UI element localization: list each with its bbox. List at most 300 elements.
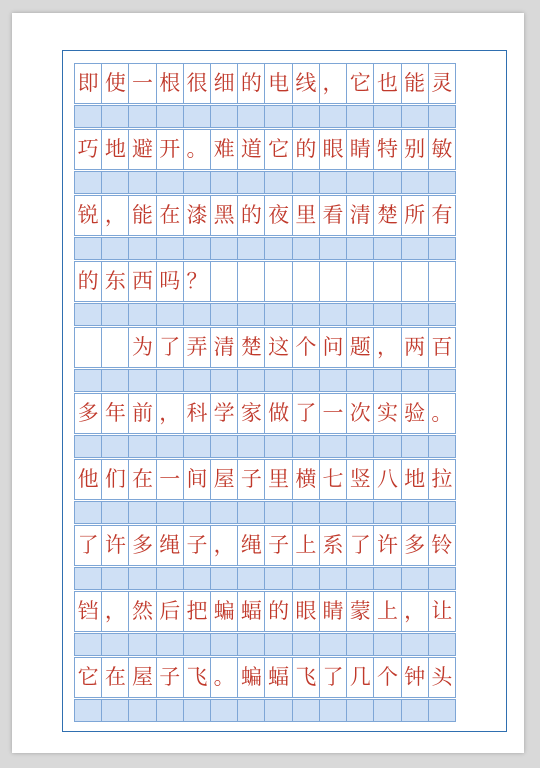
spacer-cell bbox=[402, 436, 429, 458]
char-cell: 根 bbox=[157, 64, 184, 104]
spacer-cell bbox=[265, 106, 292, 128]
spacer-cell bbox=[184, 634, 211, 656]
char-cell: 看 bbox=[320, 196, 347, 236]
char-cell: 的 bbox=[238, 196, 265, 236]
char-cell: 多 bbox=[75, 394, 102, 434]
spacer-cell bbox=[429, 370, 456, 392]
spacer-cell bbox=[157, 700, 184, 722]
spacer-cell bbox=[211, 106, 238, 128]
char-cell: 飞 bbox=[293, 658, 320, 698]
spacer-cell bbox=[102, 238, 129, 260]
spacer-cell bbox=[347, 304, 374, 326]
char-cell: 。 bbox=[184, 130, 211, 170]
char-cell: 清 bbox=[347, 196, 374, 236]
spacer-cell bbox=[238, 568, 265, 590]
char-cell: 个 bbox=[293, 328, 320, 368]
spacer-cell bbox=[211, 502, 238, 524]
char-cell: 个 bbox=[374, 658, 401, 698]
char-cell: 很 bbox=[184, 64, 211, 104]
spacer-cell bbox=[211, 568, 238, 590]
char-cell: ， bbox=[374, 328, 401, 368]
char-cell: 的 bbox=[293, 130, 320, 170]
char-cell bbox=[238, 262, 265, 302]
spacer-row bbox=[74, 435, 456, 458]
spacer-cell bbox=[374, 172, 401, 194]
char-cell bbox=[293, 262, 320, 302]
char-cell: 年 bbox=[102, 394, 129, 434]
spacer-cell bbox=[402, 502, 429, 524]
char-cell: 学 bbox=[211, 394, 238, 434]
spacer-cell bbox=[429, 106, 456, 128]
char-cell: 做 bbox=[265, 394, 292, 434]
char-cell: 避 bbox=[129, 130, 156, 170]
spacer-cell bbox=[102, 436, 129, 458]
char-cell: 所 bbox=[402, 196, 429, 236]
spacer-cell bbox=[102, 106, 129, 128]
char-cell: 眼 bbox=[293, 592, 320, 632]
char-cell: ， bbox=[402, 592, 429, 632]
spacer-cell bbox=[374, 238, 401, 260]
char-cell: 吗 bbox=[157, 262, 184, 302]
spacer-cell bbox=[211, 238, 238, 260]
spacer-row bbox=[74, 633, 456, 656]
spacer-cell bbox=[238, 436, 265, 458]
spacer-cell bbox=[374, 370, 401, 392]
char-cell: 能 bbox=[129, 196, 156, 236]
spacer-cell bbox=[347, 568, 374, 590]
char-cell: 的 bbox=[75, 262, 102, 302]
char-cell: ？ bbox=[184, 262, 211, 302]
spacer-cell bbox=[429, 172, 456, 194]
char-cell: 让 bbox=[429, 592, 456, 632]
spacer-cell bbox=[293, 304, 320, 326]
char-cell: 然 bbox=[129, 592, 156, 632]
spacer-cell bbox=[293, 700, 320, 722]
char-cell bbox=[374, 262, 401, 302]
spacer-cell bbox=[129, 106, 156, 128]
spacer-cell bbox=[402, 106, 429, 128]
spacer-cell bbox=[102, 304, 129, 326]
char-cell: 八 bbox=[374, 460, 401, 500]
spacer-cell bbox=[184, 304, 211, 326]
char-cell: 道 bbox=[238, 130, 265, 170]
spacer-cell bbox=[211, 634, 238, 656]
spacer-cell bbox=[293, 502, 320, 524]
char-cell: 开 bbox=[157, 130, 184, 170]
char-cell: 别 bbox=[402, 130, 429, 170]
spacer-cell bbox=[320, 238, 347, 260]
char-cell: 了 bbox=[293, 394, 320, 434]
char-cell: 前 bbox=[129, 394, 156, 434]
text-line bbox=[74, 327, 456, 368]
text-line bbox=[74, 459, 456, 500]
spacer-cell bbox=[429, 238, 456, 260]
spacer-cell bbox=[102, 700, 129, 722]
char-cell: 竖 bbox=[347, 460, 374, 500]
paper-sheet bbox=[12, 13, 524, 753]
char-cell: 几 bbox=[347, 658, 374, 698]
char-cell: 在 bbox=[129, 460, 156, 500]
spacer-cell bbox=[320, 304, 347, 326]
char-cell bbox=[429, 262, 456, 302]
spacer-cell bbox=[374, 634, 401, 656]
spacer-cell bbox=[265, 172, 292, 194]
text-line bbox=[74, 129, 456, 170]
spacer-cell bbox=[157, 370, 184, 392]
spacer-cell bbox=[238, 172, 265, 194]
spacer-cell bbox=[429, 568, 456, 590]
char-cell: 里 bbox=[293, 196, 320, 236]
char-cell: 一 bbox=[129, 64, 156, 104]
char-cell: 们 bbox=[102, 460, 129, 500]
spacer-cell bbox=[429, 304, 456, 326]
char-cell: 实 bbox=[374, 394, 401, 434]
spacer-cell bbox=[157, 634, 184, 656]
char-cell: 间 bbox=[184, 460, 211, 500]
spacer-cell bbox=[320, 700, 347, 722]
char-cell: 题 bbox=[347, 328, 374, 368]
spacer-cell bbox=[402, 172, 429, 194]
char-cell: 蝠 bbox=[265, 658, 292, 698]
spacer-cell bbox=[157, 172, 184, 194]
spacer-cell bbox=[238, 700, 265, 722]
char-cell: 后 bbox=[157, 592, 184, 632]
char-cell: 蒙 bbox=[347, 592, 374, 632]
spacer-cell bbox=[265, 634, 292, 656]
char-cell: 也 bbox=[374, 64, 401, 104]
char-cell: 的 bbox=[238, 64, 265, 104]
spacer-cell bbox=[320, 370, 347, 392]
spacer-cell bbox=[75, 700, 102, 722]
char-cell bbox=[102, 328, 129, 368]
char-cell: 他 bbox=[75, 460, 102, 500]
char-cell: 西 bbox=[129, 262, 156, 302]
char-cell: 电 bbox=[265, 64, 292, 104]
char-cell: 问 bbox=[320, 328, 347, 368]
spacer-cell bbox=[293, 634, 320, 656]
char-cell: 为 bbox=[129, 328, 156, 368]
char-cell: 百 bbox=[429, 328, 456, 368]
spacer-cell bbox=[347, 238, 374, 260]
spacer-cell bbox=[402, 304, 429, 326]
char-cell: 把 bbox=[184, 592, 211, 632]
char-cell: 一 bbox=[157, 460, 184, 500]
char-cell: 有 bbox=[429, 196, 456, 236]
text-line bbox=[74, 657, 456, 698]
char-cell: 细 bbox=[211, 64, 238, 104]
spacer-cell bbox=[157, 106, 184, 128]
char-cell: 多 bbox=[402, 526, 429, 566]
char-cell bbox=[347, 262, 374, 302]
char-cell: 子 bbox=[265, 526, 292, 566]
char-cell: 屋 bbox=[211, 460, 238, 500]
char-cell: 绳 bbox=[238, 526, 265, 566]
spacer-cell bbox=[265, 436, 292, 458]
text-line bbox=[74, 525, 456, 566]
spacer-row bbox=[74, 567, 456, 590]
spacer-cell bbox=[238, 370, 265, 392]
char-cell: 漆 bbox=[184, 196, 211, 236]
spacer-cell bbox=[129, 502, 156, 524]
char-cell: 蝙 bbox=[211, 592, 238, 632]
char-cell: 许 bbox=[102, 526, 129, 566]
spacer-cell bbox=[293, 370, 320, 392]
char-cell: ， bbox=[211, 526, 238, 566]
spacer-cell bbox=[293, 238, 320, 260]
spacer-row bbox=[74, 369, 456, 392]
char-cell: 钟 bbox=[402, 658, 429, 698]
char-cell: 上 bbox=[374, 592, 401, 632]
spacer-cell bbox=[129, 568, 156, 590]
char-cell: 科 bbox=[184, 394, 211, 434]
spacer-cell bbox=[75, 370, 102, 392]
spacer-cell bbox=[157, 436, 184, 458]
spacer-cell bbox=[102, 370, 129, 392]
char-cell: 它 bbox=[265, 130, 292, 170]
spacer-cell bbox=[374, 568, 401, 590]
spacer-cell bbox=[402, 700, 429, 722]
char-cell: 夜 bbox=[265, 196, 292, 236]
char-cell: 楚 bbox=[374, 196, 401, 236]
char-cell: 。 bbox=[429, 394, 456, 434]
spacer-cell bbox=[238, 106, 265, 128]
char-cell: 在 bbox=[157, 196, 184, 236]
spacer-cell bbox=[129, 238, 156, 260]
spacer-row bbox=[74, 171, 456, 194]
spacer-cell bbox=[75, 304, 102, 326]
char-cell: 拉 bbox=[429, 460, 456, 500]
char-cell: 了 bbox=[157, 328, 184, 368]
char-cell: 了 bbox=[75, 526, 102, 566]
char-cell: 东 bbox=[102, 262, 129, 302]
spacer-cell bbox=[102, 502, 129, 524]
spacer-cell bbox=[184, 568, 211, 590]
spacer-cell bbox=[347, 634, 374, 656]
char-cell: 睛 bbox=[320, 592, 347, 632]
char-cell: 使 bbox=[102, 64, 129, 104]
char-cell: 多 bbox=[129, 526, 156, 566]
spacer-cell bbox=[184, 172, 211, 194]
spacer-cell bbox=[129, 304, 156, 326]
char-cell bbox=[320, 262, 347, 302]
char-cell: 蝙 bbox=[238, 658, 265, 698]
spacer-cell bbox=[102, 634, 129, 656]
char-cell: 楚 bbox=[238, 328, 265, 368]
char-cell: 黑 bbox=[211, 196, 238, 236]
char-cell: 头 bbox=[429, 658, 456, 698]
char-cell: 线 bbox=[293, 64, 320, 104]
spacer-cell bbox=[320, 568, 347, 590]
spacer-row bbox=[74, 105, 456, 128]
char-cell: ， bbox=[102, 196, 129, 236]
spacer-cell bbox=[157, 238, 184, 260]
char-cell: 地 bbox=[402, 460, 429, 500]
spacer-cell bbox=[293, 106, 320, 128]
spacer-cell bbox=[238, 502, 265, 524]
char-cell: 弄 bbox=[184, 328, 211, 368]
char-cell: 睛 bbox=[347, 130, 374, 170]
char-cell: 灵 bbox=[429, 64, 456, 104]
spacer-cell bbox=[374, 436, 401, 458]
char-cell: 屋 bbox=[129, 658, 156, 698]
spacer-row bbox=[74, 501, 456, 524]
char-cell: 系 bbox=[320, 526, 347, 566]
text-line bbox=[74, 393, 456, 434]
spacer-cell bbox=[102, 172, 129, 194]
spacer-cell bbox=[429, 436, 456, 458]
spacer-cell bbox=[211, 700, 238, 722]
spacer-cell bbox=[374, 106, 401, 128]
char-cell: 了 bbox=[347, 526, 374, 566]
spacer-cell bbox=[347, 700, 374, 722]
spacer-cell bbox=[402, 238, 429, 260]
text-line bbox=[74, 591, 456, 632]
spacer-cell bbox=[402, 370, 429, 392]
spacer-cell bbox=[102, 568, 129, 590]
spacer-cell bbox=[320, 172, 347, 194]
spacer-cell bbox=[265, 502, 292, 524]
spacer-row bbox=[74, 303, 456, 326]
char-cell: 它 bbox=[347, 64, 374, 104]
char-cell: 子 bbox=[184, 526, 211, 566]
spacer-cell bbox=[265, 370, 292, 392]
char-cell: 验 bbox=[402, 394, 429, 434]
spacer-cell bbox=[129, 634, 156, 656]
spacer-cell bbox=[184, 106, 211, 128]
text-line bbox=[74, 261, 456, 302]
char-cell: 铛 bbox=[75, 592, 102, 632]
spacer-cell bbox=[157, 502, 184, 524]
spacer-cell bbox=[347, 370, 374, 392]
char-cell: ， bbox=[157, 394, 184, 434]
spacer-cell bbox=[184, 502, 211, 524]
spacer-cell bbox=[129, 436, 156, 458]
spacer-cell bbox=[129, 172, 156, 194]
spacer-cell bbox=[129, 370, 156, 392]
spacer-cell bbox=[129, 700, 156, 722]
spacer-cell bbox=[211, 436, 238, 458]
spacer-cell bbox=[293, 172, 320, 194]
char-cell: 难 bbox=[211, 130, 238, 170]
spacer-cell bbox=[293, 436, 320, 458]
spacer-cell bbox=[157, 568, 184, 590]
char-cell: 绳 bbox=[157, 526, 184, 566]
char-cell: 铃 bbox=[429, 526, 456, 566]
spacer-cell bbox=[293, 568, 320, 590]
char-cell: 子 bbox=[157, 658, 184, 698]
spacer-cell bbox=[75, 436, 102, 458]
char-cell: 能 bbox=[402, 64, 429, 104]
spacer-row bbox=[74, 237, 456, 260]
spacer-cell bbox=[374, 304, 401, 326]
char-cell: 它 bbox=[75, 658, 102, 698]
spacer-cell bbox=[429, 700, 456, 722]
spacer-cell bbox=[374, 700, 401, 722]
spacer-cell bbox=[402, 634, 429, 656]
char-cell: ， bbox=[102, 592, 129, 632]
char-cell: 子 bbox=[238, 460, 265, 500]
char-cell: 蝠 bbox=[238, 592, 265, 632]
spacer-cell bbox=[75, 634, 102, 656]
char-cell: 七 bbox=[320, 460, 347, 500]
spacer-cell bbox=[75, 502, 102, 524]
char-cell bbox=[75, 328, 102, 368]
char-cell: 许 bbox=[374, 526, 401, 566]
char-cell: 次 bbox=[347, 394, 374, 434]
spacer-cell bbox=[184, 700, 211, 722]
spacer-cell bbox=[320, 502, 347, 524]
writing-grid bbox=[74, 63, 456, 731]
char-cell: 锐 bbox=[75, 196, 102, 236]
spacer-cell bbox=[429, 502, 456, 524]
spacer-cell bbox=[157, 304, 184, 326]
char-cell: 里 bbox=[265, 460, 292, 500]
spacer-cell bbox=[238, 634, 265, 656]
spacer-cell bbox=[347, 502, 374, 524]
spacer-cell bbox=[184, 436, 211, 458]
spacer-cell bbox=[211, 172, 238, 194]
spacer-cell bbox=[347, 436, 374, 458]
spacer-cell bbox=[75, 238, 102, 260]
char-cell: 两 bbox=[402, 328, 429, 368]
spacer-row bbox=[74, 699, 456, 722]
char-cell: 清 bbox=[211, 328, 238, 368]
char-cell: ， bbox=[320, 64, 347, 104]
char-cell: 的 bbox=[265, 592, 292, 632]
spacer-cell bbox=[402, 568, 429, 590]
spacer-cell bbox=[347, 106, 374, 128]
spacer-cell bbox=[374, 502, 401, 524]
spacer-cell bbox=[320, 634, 347, 656]
spacer-cell bbox=[320, 436, 347, 458]
char-cell bbox=[402, 262, 429, 302]
char-cell: 了 bbox=[320, 658, 347, 698]
char-cell: 飞 bbox=[184, 658, 211, 698]
spacer-cell bbox=[238, 304, 265, 326]
spacer-cell bbox=[320, 106, 347, 128]
spacer-cell bbox=[184, 370, 211, 392]
char-cell: 家 bbox=[238, 394, 265, 434]
char-cell: 特 bbox=[374, 130, 401, 170]
spacer-cell bbox=[238, 238, 265, 260]
char-cell bbox=[211, 262, 238, 302]
char-cell: 即 bbox=[75, 64, 102, 104]
text-line bbox=[74, 195, 456, 236]
spacer-cell bbox=[429, 634, 456, 656]
spacer-cell bbox=[265, 568, 292, 590]
char-cell: 地 bbox=[102, 130, 129, 170]
spacer-cell bbox=[211, 370, 238, 392]
spacer-cell bbox=[184, 238, 211, 260]
char-cell: 。 bbox=[211, 658, 238, 698]
char-cell: 眼 bbox=[320, 130, 347, 170]
spacer-cell bbox=[265, 238, 292, 260]
spacer-cell bbox=[75, 172, 102, 194]
spacer-cell bbox=[265, 700, 292, 722]
spacer-cell bbox=[265, 304, 292, 326]
char-cell: 这 bbox=[265, 328, 292, 368]
char-cell: 在 bbox=[102, 658, 129, 698]
spacer-cell bbox=[211, 304, 238, 326]
spacer-cell bbox=[75, 568, 102, 590]
spacer-cell bbox=[75, 106, 102, 128]
char-cell: 横 bbox=[293, 460, 320, 500]
spacer-cell bbox=[347, 172, 374, 194]
char-cell: 巧 bbox=[75, 130, 102, 170]
char-cell bbox=[265, 262, 292, 302]
text-line bbox=[74, 63, 456, 104]
char-cell: 一 bbox=[320, 394, 347, 434]
